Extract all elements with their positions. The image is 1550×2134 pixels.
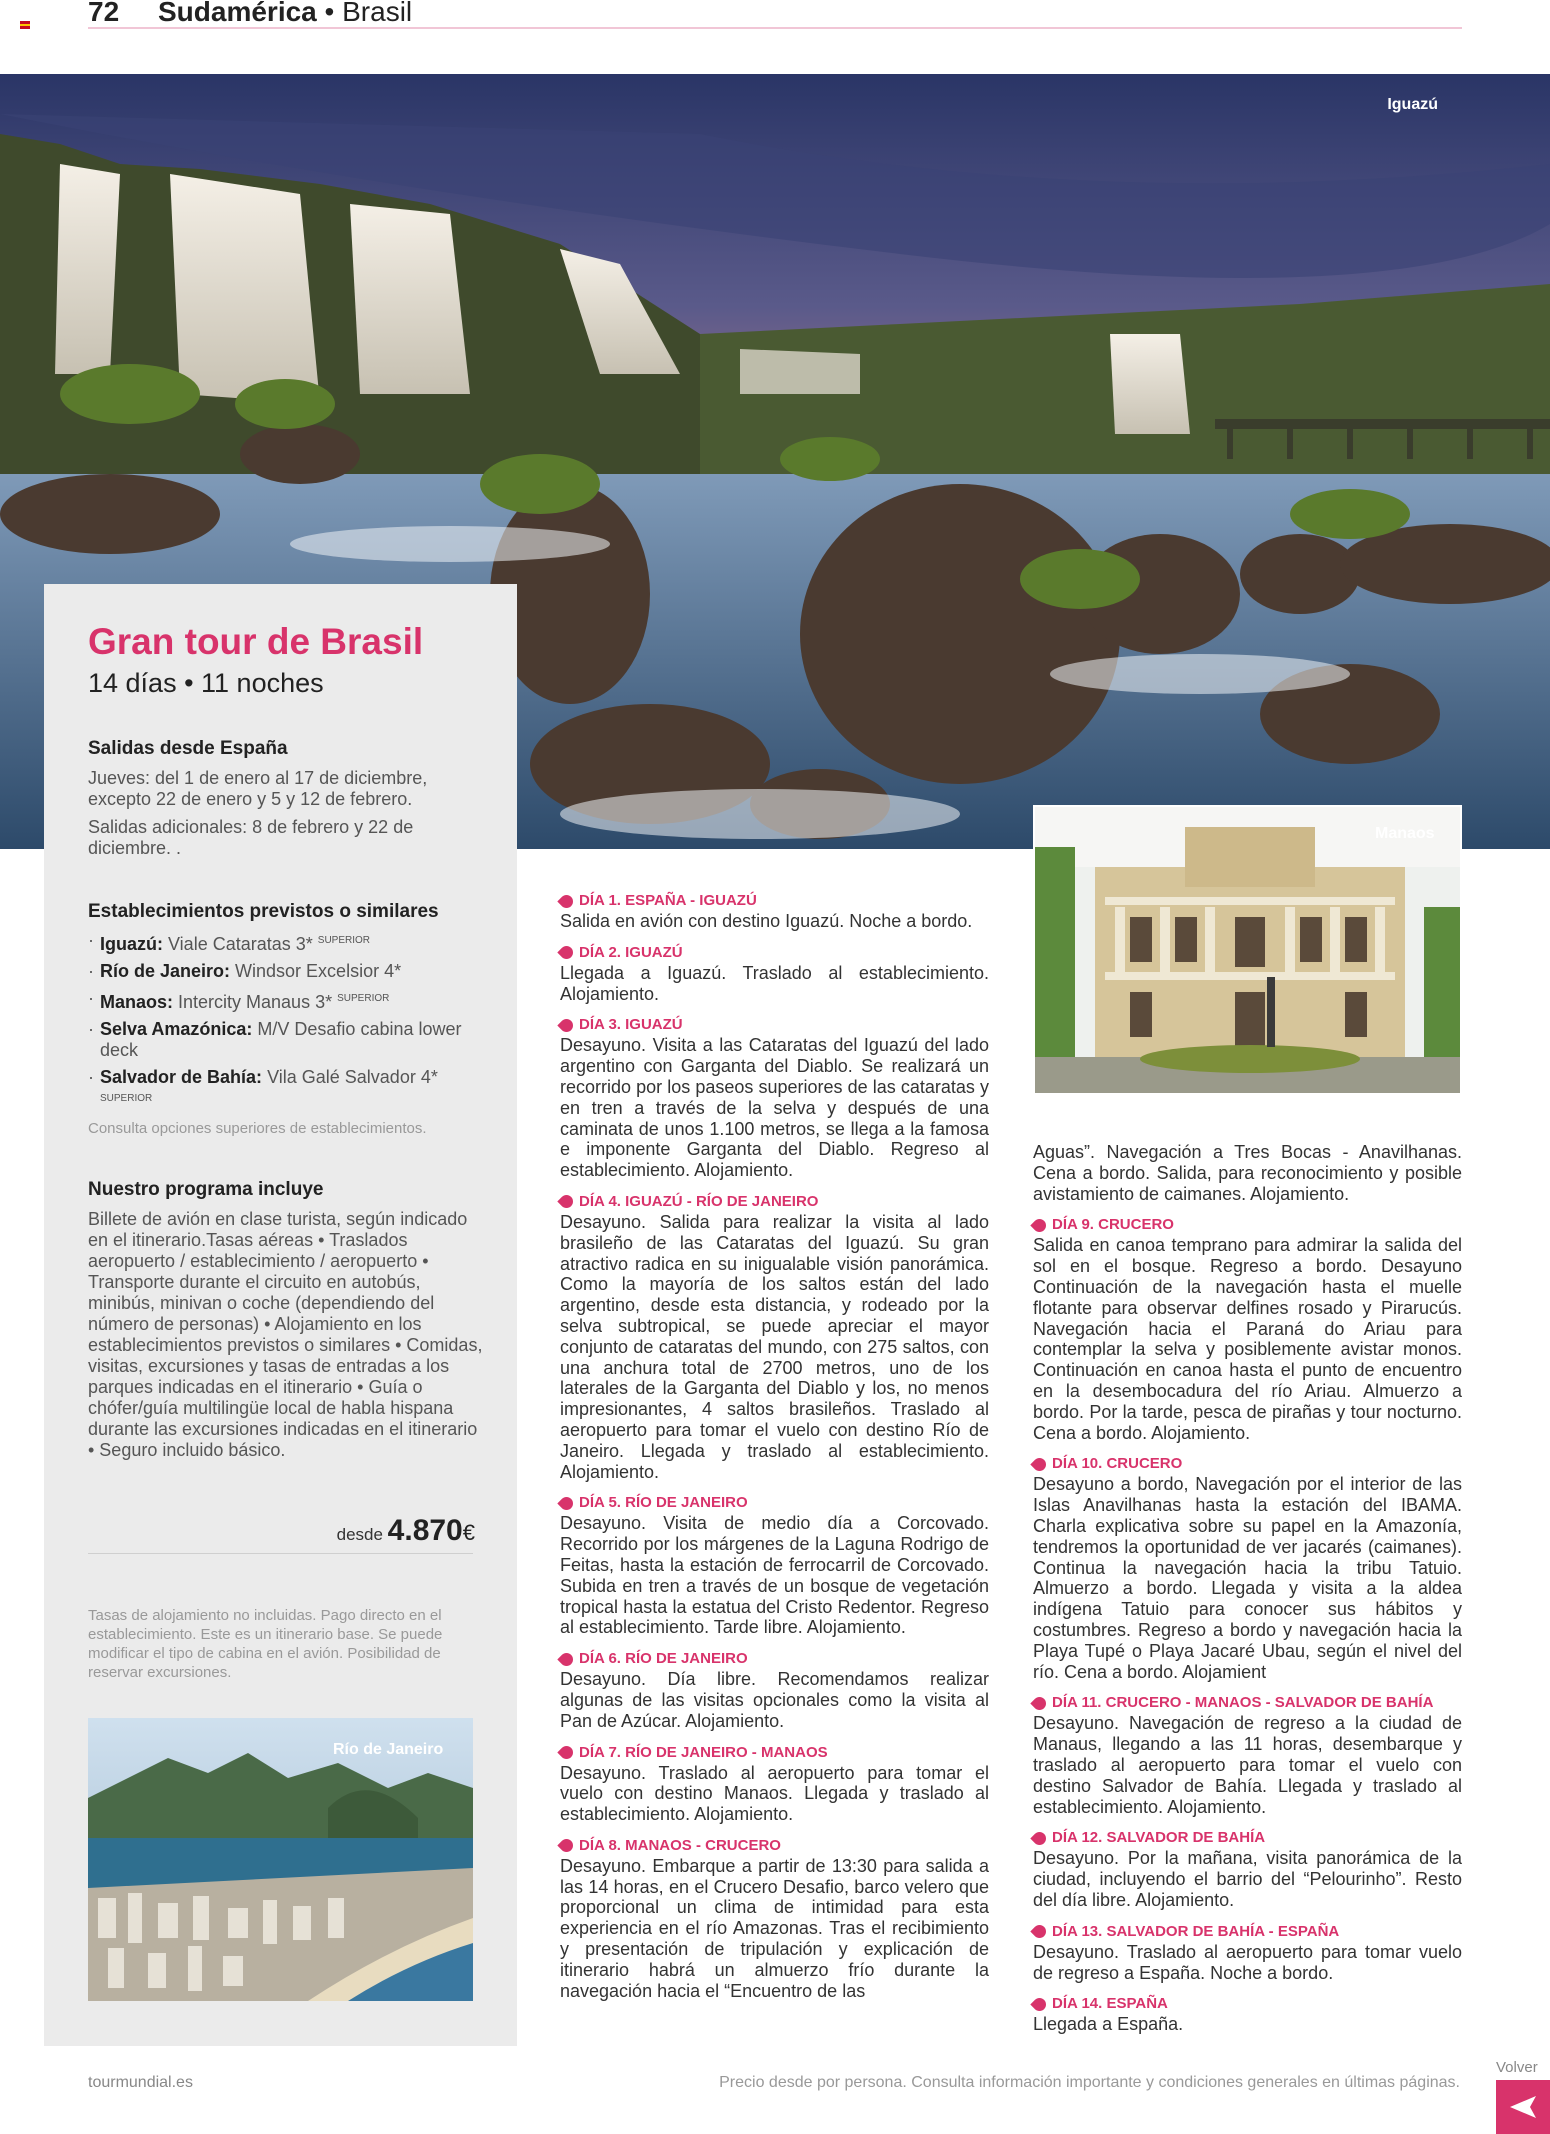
price-value: 4.870: [387, 1514, 463, 1547]
price-notes: Tasas de alojamiento no incluidas. Pago directo en el establecimiento. Este es un itinerario base. Se puede modificar el tipo de cabina en el avión. Posibilidad de reservar excursiones.: [88, 1607, 443, 1681]
back-button[interactable]: [1496, 2080, 1550, 2134]
hotel-city: Salvador de Bahía:: [100, 1067, 263, 1087]
day-title: DÍA 11. CRUCERO - MANAOS - SALVADOR DE BAHÍA: [1052, 1694, 1434, 1712]
day-text: Desayuno. Salida para realizar la visita al lado brasileño de las Cataratas del Iguazú. Su gran atractivo radica en su inigualable visión panorámica. Como la mayoría de los saltos están del lado argentino, desde esta distancia, y rodeado por la selva subtropical, se puede apreciar el mayor conjunto de cataratas del mundo, con 275 saltos, con una anchura total de 2700 metros, uno de los laterales de la Garganta del Diablo y los, no menos impresionantes, 4 saltos brasileños. Traslado al aeropuerto para tomar el vuelo con destino Río de Janeiro. Llegada y traslado al establecimiento. Alojamiento.: [560, 1211, 989, 1482]
itinerary-day: [1033, 1454, 1462, 1682]
day-bullet-icon: [1030, 1455, 1048, 1473]
departures-heading: Salidas desde España: [88, 738, 288, 759]
hotel-item: [88, 1019, 483, 1061]
day-text: Desayuno. Traslado al aeropuerto para tomar el vuelo con destino Manaos. Llegada y traslado al establecimiento. Alojamiento.: [560, 1762, 989, 1825]
includes-heading: Nuestro programa incluye: [88, 1179, 324, 1200]
day-text: Desayuno. Navegación de regreso a la ciudad de Manaus, llegando a las 11 horas, desembarque y traslado al aeropuerto para tomar el vuelo con destino Salvador de Bahía. Llegada y traslado al establecimiento. Alojamiento.: [1033, 1713, 1462, 1817]
day-bullet-icon: [557, 944, 575, 962]
hotel-category: SUPERIOR: [100, 1093, 153, 1104]
day-bullet-icon: [557, 1016, 575, 1034]
hotel-city: Selva Amazónica:: [100, 1019, 253, 1039]
itinerary-day: [1033, 1994, 1462, 2035]
day-title: DÍA 2. IGUAZÚ: [579, 943, 683, 961]
itinerary-day: [560, 1192, 989, 1482]
day-text: Desayuno. Visita a las Cataratas del Iguazú del lado argentino con Garganta del Diablo. Se realizará un recorrido por los paseos superiores de las cataratas y en tren a través de la selva y después de una caminata de unos 1.100 metros, se llega a la famosa e imponente Garganta del Diablo. Regreso al establecimiento. Alojamiento.: [560, 1035, 989, 1181]
extra-departures-text: Salidas adicionales: 8 de febrero y 22 de diciembre. .: [88, 817, 414, 858]
day-title: DÍA 9. CRUCERO: [1052, 1216, 1174, 1234]
hotel-city: Río de Janeiro:: [100, 961, 231, 981]
section-name: Sudamérica: [158, 0, 317, 27]
day-title: DÍA 13. SALVADOR DE BAHÍA - ESPAÑA: [1052, 1922, 1340, 1940]
day-title: DÍA 8. MANAOS - CRUCERO: [579, 1836, 781, 1854]
hotel-name: Intercity Manaus 3*: [173, 992, 333, 1012]
day-title: DÍA 14. ESPAÑA: [1052, 1995, 1168, 2013]
rio-photo-caption: Río de Janeiro: [333, 1741, 444, 1758]
day-bullet-icon: [557, 1193, 575, 1211]
hotel-city: Manaos:: [100, 992, 174, 1012]
hotel-item: [88, 930, 483, 955]
header-rule: [88, 27, 1462, 29]
day-text: Desayuno. Día libre. Recomendamos realizar algunas de las visitas opcionales como la visita al Pan de Azúcar. Alojamiento.: [560, 1669, 989, 1731]
back-arrow-icon: [1508, 2094, 1538, 2120]
day-text: Desayuno. Por la mañana, visita panorámica de la ciudad, incluyendo el barrio del “Pelourinho”. Resto del día libre. Alojamiento.: [1033, 1848, 1462, 1910]
day-bullet-icon: [1030, 1829, 1048, 1847]
day-bullet-icon: [1030, 1216, 1048, 1234]
itinerary-day: [560, 1649, 989, 1731]
itinerary-day: [560, 943, 989, 1005]
hotel-city: Iguazú:: [100, 934, 163, 954]
price-label: desde: [336, 1525, 388, 1544]
itinerary-column-2: [1033, 1142, 1462, 2046]
manaos-photo-caption: Manaos: [1375, 825, 1435, 842]
day-text: Desayuno a bordo, Navegación por el interior de las Islas Anavilhanas hasta la estación del IBAMA. Charla explicativa sobre su papel en la Amazonía, tendremos la oportunidad de ver jacarés (caimanes). Continua la navegación hacia la tribu Tatuio. Almuerzo a bordo. Llegada y visita a la aldea indígena Tatuio para conocer sus hábitos y costumbres. Regreso a bordo y navegación hacia la Playa Tupé o Playa Jacaré Ubau, según el nivel del río. Cena a bordo. Alojamient: [1033, 1474, 1462, 1682]
day-text: Desayuno. Traslado al aeropuerto para tomar vuelo de regreso a España. Noche a bordo.: [1033, 1941, 1462, 1983]
itinerary-day: [1033, 1693, 1462, 1817]
rio-photo: [88, 1718, 473, 2001]
day-bullet-icon: [1030, 1923, 1048, 1941]
day-text: Llegada a Iguazú. Traslado al establecimiento. Alojamiento.: [560, 962, 989, 1004]
footer-disclaimer: Precio desde por persona. Consulta información importante y condiciones generales en últimas páginas.: [719, 2074, 1460, 2091]
day-text: Desayuno. Visita de medio día a Corcovado. Recorrido por los márgenes de la Laguna Rodrigo de Feitas, hasta la estación de ferrocarril de Corcovado. Subida en tren a través de un bosque de vegetación tropical hasta la estatua del Cristo Redentor. Regreso al establecimiento. Tarde libre. Alojamiento.: [560, 1513, 989, 1638]
country-name: Brasil: [342, 0, 413, 27]
itinerary-column-1: [560, 891, 989, 2012]
itinerary-day: [1033, 1828, 1462, 1910]
price-divider: [88, 1553, 473, 1554]
day-text: Llegada a España.: [1033, 2014, 1184, 2035]
hotel-item: [88, 988, 483, 1013]
heading-separator: •: [316, 0, 343, 27]
day-title: DÍA 3. IGUAZÚ: [579, 1016, 683, 1034]
itinerary-day: [1033, 1215, 1462, 1443]
page-heading: [158, 0, 412, 28]
hotel-category: SUPERIOR: [317, 935, 371, 946]
includes-text: Billete de avión en clase turista, según indicado en el itinerario.Tasas aéreas • Traslados aeropuerto / establecimiento / aeropuerto • Transporte durante el circuito en autobús, minibús, minivan o coche (dependiendo del número de personas) • Alojamiento en los establecimientos previstos o similares • Comidas, visitas, excursiones y tasas de entradas a los parques indicadas en el itinerario • Guía o chófer/guía multilingüe local de habla hispana durante las excursiones indicadas en el itinerario • Seguro incluido básico.: [88, 1209, 483, 1460]
day-title: DÍA 12. SALVADOR DE BAHÍA: [1052, 1829, 1266, 1847]
day-text: Salida en avión con destino Iguazú. Noche a bordo.: [560, 911, 973, 931]
day-bullet-icon: [1030, 1995, 1048, 2013]
price-block: [337, 1514, 475, 1548]
day-title: DÍA 10. CRUCERO: [1052, 1455, 1183, 1473]
day-text: Desayuno. Embarque a partir de 13:30 para salida a las 14 horas, en el Crucero Desafio, barco velero que proporcional un clima de intimidad para esta experiencia en el río Amazonas. Tras el recibimiento y presentación de tripulación y explicación de itinerario habrá un almuerzo frío durante la navegación hacia el “Encuentro de las: [560, 1855, 989, 2001]
day-bullet-icon: [557, 892, 575, 910]
departures-text: Jueves: del 1 de enero al 17 de diciembre, excepto 22 de enero y 5 y 12 de febrero.: [88, 768, 428, 809]
hotel-category: SUPERIOR: [337, 993, 390, 1004]
hotel-name: Windsor Excelsior 4*: [230, 961, 402, 981]
hotels-list: [88, 930, 483, 1119]
day-8-continuation: Aguas”. Navegación a Tres Bocas - Anavilhanas. Cena a bordo. Salida, para reconocimiento y posible avistamiento de caimanes. Alojamiento.: [1033, 1142, 1462, 1204]
hotels-heading: Establecimientos previstos o similares: [88, 901, 439, 922]
itinerary-day: [560, 891, 989, 932]
trip-title: Gran tour de Brasil: [88, 621, 424, 662]
website-link[interactable]: tourmundial.es: [88, 2074, 193, 2091]
itinerary-day: [560, 1836, 989, 2002]
itinerary-day: [560, 1493, 989, 1638]
day-bullet-icon: [557, 1837, 575, 1855]
flag-icon: [20, 21, 30, 29]
day-bullet-icon: [557, 1494, 575, 1512]
price-currency: €: [462, 1520, 475, 1545]
day-bullet-icon: [1030, 1694, 1048, 1712]
trip-duration: 14 días • 11 noches: [88, 668, 324, 698]
day-bullet-icon: [557, 1650, 575, 1668]
day-title: DÍA 7. RÍO DE JANEIRO - MANAOS: [579, 1743, 828, 1761]
hero-photo-caption: Iguazú: [1387, 96, 1438, 113]
page-number: 72: [88, 0, 120, 27]
hotel-name: M/V Desafio cabina lower deck: [100, 1019, 462, 1060]
itinerary-day: [560, 1015, 989, 1181]
hotel-name: Viale Cataratas 3*: [163, 934, 313, 954]
itinerary-day: [1033, 1922, 1462, 1984]
hotel-item: [88, 1067, 483, 1113]
day-title: DÍA 4. IGUAZÚ - RÍO DE JANEIRO: [579, 1192, 819, 1210]
day-bullet-icon: [557, 1743, 575, 1761]
day-title: DÍA 1. ESPAÑA - IGUAZÚ: [579, 892, 757, 909]
manaos-photo: [1033, 805, 1462, 1095]
hotel-item: [88, 961, 483, 982]
itinerary-day: [560, 1743, 989, 1825]
hotels-note: Consulta opciones superiores de establecimientos.: [88, 1120, 427, 1137]
day-title: DÍA 5. RÍO DE JANEIRO: [579, 1494, 748, 1512]
hotel-name: Vila Galé Salvador 4*: [262, 1067, 438, 1087]
day-title: DÍA 6. RÍO DE JANEIRO: [579, 1650, 748, 1668]
back-label: Volver: [1496, 2059, 1538, 2076]
day-text: Salida en canoa temprano para admirar la salida del sol en el bosque. Regreso a bordo. Desayuno Continuación de la navegación hasta el muelle flotante para observar delfines rosado y Pirarucús. Navegación hacia el Paraná do Ariau para contemplar la selva y posiblemente avistar monos. Continuación en canoa hasta el punto de encuentro en la desembocadura del río Ariau. Almuerzo a bordo. Por la tarde, pesca de pirañas y tour nocturno. Cena a bordo. Alojamiento.: [1033, 1235, 1462, 1443]
